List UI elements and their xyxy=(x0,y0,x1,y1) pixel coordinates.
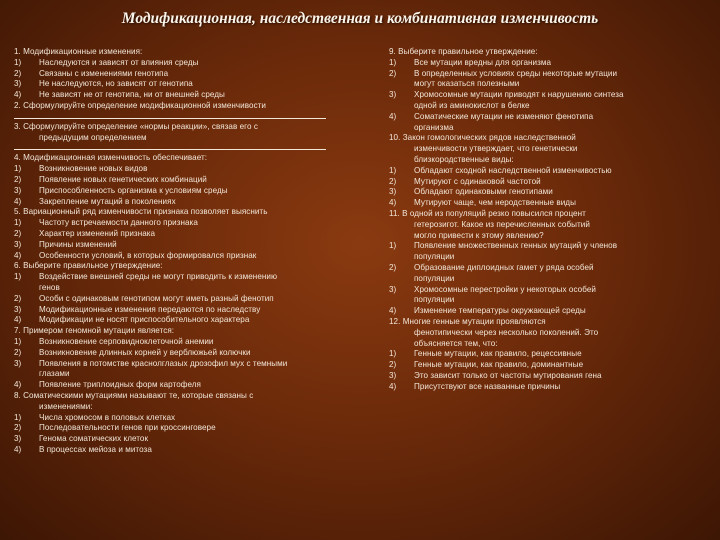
option-number: 4) xyxy=(14,90,22,100)
answer-option xyxy=(14,305,354,316)
line-text: 8. Соматическими мутациями называют те, которые связаны с xyxy=(14,390,254,400)
line-text: Присутствуют все названные причины xyxy=(414,381,561,391)
question-line xyxy=(389,47,707,58)
question-line xyxy=(14,207,354,218)
question-line xyxy=(14,101,354,112)
line-text: В определенных условиях среды некоторые мутации xyxy=(414,68,618,78)
line-text: Хромосомные мутации приводят к нарушению синтеза xyxy=(414,90,624,100)
option-number: 2) xyxy=(14,68,22,78)
option-number: 4) xyxy=(389,198,397,208)
question-line xyxy=(389,123,707,134)
option-number: 4) xyxy=(14,380,22,390)
question-line xyxy=(389,317,707,328)
option-number: 3) xyxy=(14,79,22,89)
line-text: Особи с одинаковым генотипом могут иметь разный фенотип xyxy=(39,293,274,303)
question-line xyxy=(389,101,707,112)
line-text: Частоту встречаемости данного признака xyxy=(39,218,198,228)
line-text: могут оказаться полезными xyxy=(414,79,520,89)
answer-option xyxy=(14,218,354,229)
line-text: Возникновение длинных корней у верблюжьей колючки xyxy=(39,347,251,357)
option-number: 3) xyxy=(389,90,397,100)
answer-option xyxy=(14,229,354,240)
option-number: 1) xyxy=(389,57,397,67)
line-text: 2. Сформулируйте определение модификационной изменчивости xyxy=(14,100,266,110)
right-column xyxy=(389,47,707,393)
line-text: предыдущим определением xyxy=(39,132,147,142)
line-text: генов xyxy=(39,282,60,292)
option-number: 4) xyxy=(389,306,397,316)
answer-option xyxy=(389,371,707,382)
answer-option xyxy=(389,90,707,101)
line-text: 12. Многие генные мутации проявляются xyxy=(389,316,546,326)
answer-option xyxy=(389,187,707,198)
line-text: В процессах мейоза и митоза xyxy=(39,444,152,454)
answer-option xyxy=(389,285,707,296)
line-text: Появление триплоидных форм картофеля xyxy=(39,380,201,390)
answer-option xyxy=(14,69,354,80)
line-text: Последовательности генов при кроссинговере xyxy=(39,423,216,433)
question-line xyxy=(389,155,707,166)
answer-option xyxy=(14,197,354,208)
line-text: глазами xyxy=(39,369,70,379)
answer-option xyxy=(389,263,707,274)
answer-option xyxy=(14,380,354,391)
line-text: гетерозигот. Какое из перечисленных событий xyxy=(414,219,590,229)
question-line xyxy=(14,326,354,337)
option-number: 2) xyxy=(389,68,397,78)
line-text: 10. Закон гомологических рядов наследственной xyxy=(389,133,576,143)
line-text: Наследуются и зависят от влияния среды xyxy=(39,57,199,67)
line-text: 7. Примером геномной мутации является: xyxy=(14,326,175,336)
line-text: 1. Модификационные изменения: xyxy=(14,47,143,56)
answer-option xyxy=(389,166,707,177)
line-text: 6. Выберите правильное утверждение: xyxy=(14,261,163,271)
option-number: 2) xyxy=(14,228,22,238)
option-number: 2) xyxy=(14,174,22,184)
left-column xyxy=(14,47,354,456)
answer-option xyxy=(14,413,354,424)
option-number: 2) xyxy=(14,293,22,303)
line-text: Появление множественных генных мутаций у членов xyxy=(414,241,618,251)
answer-option xyxy=(14,348,354,359)
line-text: Появления в потомстве краснолглазых дрозофил мух с темными xyxy=(39,358,288,368)
line-text: Генные мутации, как правило, доминантные xyxy=(414,360,584,370)
line-text: Особенности условий, в которых формировался признак xyxy=(39,250,257,260)
answer-option xyxy=(389,306,707,317)
option-number: 3) xyxy=(14,358,22,368)
line-text: Все мутации вредны для организма xyxy=(414,57,552,67)
page-title: Модификационная, наследственная и комбинативная изменчивость xyxy=(121,10,599,27)
line-text: Мутируют с одинаковой частотой xyxy=(414,176,541,186)
question-line xyxy=(14,122,354,133)
answer-option xyxy=(14,79,354,90)
option-number: 1) xyxy=(14,218,22,228)
option-number: 4) xyxy=(389,381,397,391)
line-text: Генома соматических клеток xyxy=(39,434,149,444)
question-line xyxy=(14,283,354,294)
option-number: 4) xyxy=(14,315,22,325)
option-number: 3) xyxy=(389,284,397,294)
answer-option xyxy=(14,294,354,305)
answer-option xyxy=(14,315,354,326)
question-line xyxy=(389,144,707,155)
question-line xyxy=(14,133,354,144)
line-text: Причины изменений xyxy=(39,239,117,249)
option-number: 3) xyxy=(389,187,397,197)
line-text: Хромосомные перестройки у некоторых особей xyxy=(414,284,596,294)
option-number: 4) xyxy=(14,196,22,206)
option-number: 1) xyxy=(14,412,22,422)
line-text: популяции xyxy=(414,273,455,283)
option-number: 4) xyxy=(389,111,397,121)
line-text: Не наследуются, но зависят от генотипа xyxy=(39,79,193,89)
line-text: близкородственные виды: xyxy=(414,154,514,164)
line-text: объясняется тем, что: xyxy=(414,338,498,348)
question-line xyxy=(14,369,354,380)
answer-option xyxy=(14,186,354,197)
line-text: фенотипически через несколько поколений. Это xyxy=(414,327,599,337)
line-text: популяции xyxy=(414,252,455,262)
line-text: 4. Модификационная изменчивость обеспечивает: xyxy=(14,153,208,163)
answer-option xyxy=(14,240,354,251)
line-text: 11. В одной из популяций резко повысился процент xyxy=(389,208,586,218)
line-text: Модификации не носят приспособительного характера xyxy=(39,315,250,325)
option-number: 3) xyxy=(14,239,22,249)
option-number: 3) xyxy=(14,304,22,314)
answer-option xyxy=(14,175,354,186)
answer-option xyxy=(389,198,707,209)
line-text: Возникновение новых видов xyxy=(39,164,148,174)
question-line xyxy=(14,402,354,413)
answer-blank-line[interactable] xyxy=(14,112,326,119)
line-text: Генные мутации, как правило, рецессивные xyxy=(414,349,582,359)
line-text: Воздействие внешней среды не могут приводить к изменению xyxy=(39,272,278,282)
option-number: 2) xyxy=(389,360,397,370)
option-number: 1) xyxy=(389,241,397,251)
option-number: 2) xyxy=(389,176,397,186)
line-text: Числа хромосом в половых клетках xyxy=(39,412,176,422)
question-line xyxy=(389,295,707,306)
answer-option xyxy=(14,251,354,262)
line-text: Приспособленность организма к условиям среды xyxy=(39,185,228,195)
line-text: Это зависит только от частоты мутирования гена xyxy=(414,370,602,380)
question-line xyxy=(389,274,707,285)
line-text: Изменение температуры окружающей среды xyxy=(414,306,586,316)
line-text: изменениями: xyxy=(39,401,93,411)
line-text: 5. Вариационный ряд изменчивости признака позволяет выяснить xyxy=(14,207,268,217)
option-number: 3) xyxy=(389,370,397,380)
answer-option xyxy=(14,445,354,456)
answer-option xyxy=(389,360,707,371)
line-text: Характер изменений признака xyxy=(39,228,156,238)
answer-option xyxy=(389,349,707,360)
question-line xyxy=(389,79,707,90)
option-number: 3) xyxy=(14,434,22,444)
line-text: Мутируют чаще, чем неродственные виды xyxy=(414,198,576,208)
answer-option xyxy=(14,58,354,69)
line-text: Образование диплоидных гамет у ряда особей xyxy=(414,262,594,272)
option-number: 1) xyxy=(389,349,397,359)
option-number: 1) xyxy=(14,164,22,174)
question-line xyxy=(14,391,354,402)
line-text: Связаны с изменениями генотипа xyxy=(39,68,169,78)
option-number: 2) xyxy=(389,262,397,272)
answer-option xyxy=(14,359,354,370)
line-text: организма xyxy=(414,122,454,132)
line-text: Модификационные изменения передаются по наследству xyxy=(39,304,261,314)
answer-blank-line[interactable] xyxy=(14,143,326,150)
option-number: 2) xyxy=(14,423,22,433)
line-text: 3. Сформулируйте определение «нормы реакции», связав его с xyxy=(14,121,258,131)
question-line xyxy=(389,209,707,220)
question-line xyxy=(389,220,707,231)
question-line xyxy=(389,133,707,144)
line-text: Появление новых генетических комбинаций xyxy=(39,174,207,184)
line-text: могло привести к этому явлению? xyxy=(414,230,544,240)
option-number: 1) xyxy=(389,165,397,175)
line-text: популяции xyxy=(414,295,455,305)
answer-option xyxy=(389,382,707,393)
option-number: 4) xyxy=(14,444,22,454)
answer-option xyxy=(14,337,354,348)
option-number: 1) xyxy=(14,272,22,282)
answer-option xyxy=(389,112,707,123)
answer-option xyxy=(389,69,707,80)
answer-option xyxy=(389,58,707,69)
question-line xyxy=(14,47,354,58)
question-line xyxy=(389,328,707,339)
question-line xyxy=(389,252,707,263)
line-text: Возникновение серповидноклеточной анемии xyxy=(39,336,214,346)
answer-option xyxy=(14,164,354,175)
question-line xyxy=(14,261,354,272)
line-text: Закрепление мутаций в поколениях xyxy=(39,196,176,206)
option-number: 3) xyxy=(14,185,22,195)
option-number: 1) xyxy=(14,336,22,346)
option-number: 1) xyxy=(14,57,22,67)
answer-option xyxy=(389,241,707,252)
question-line xyxy=(14,153,354,164)
line-text: изменчивости утверждает, что генетически xyxy=(414,144,578,154)
answer-option xyxy=(389,177,707,188)
answer-option xyxy=(14,272,354,283)
line-text: Обладают одинаковыми генотипами xyxy=(414,187,553,197)
question-line xyxy=(389,339,707,350)
option-number: 4) xyxy=(14,250,22,260)
line-text: Не зависят не от генотипа, ни от внешней среды xyxy=(39,90,225,100)
answer-option xyxy=(14,434,354,445)
question-line xyxy=(389,231,707,242)
answer-option xyxy=(14,423,354,434)
line-text: Соматические мутации не изменяют фенотипа xyxy=(414,111,594,121)
line-text: одной из аминокислот в белке xyxy=(414,100,530,110)
answer-option xyxy=(14,90,354,101)
line-text: 9. Выберите правильное утверждение: xyxy=(389,47,538,56)
option-number: 2) xyxy=(14,347,22,357)
line-text: Обладают сходной наследственной изменчивостью xyxy=(414,165,612,175)
